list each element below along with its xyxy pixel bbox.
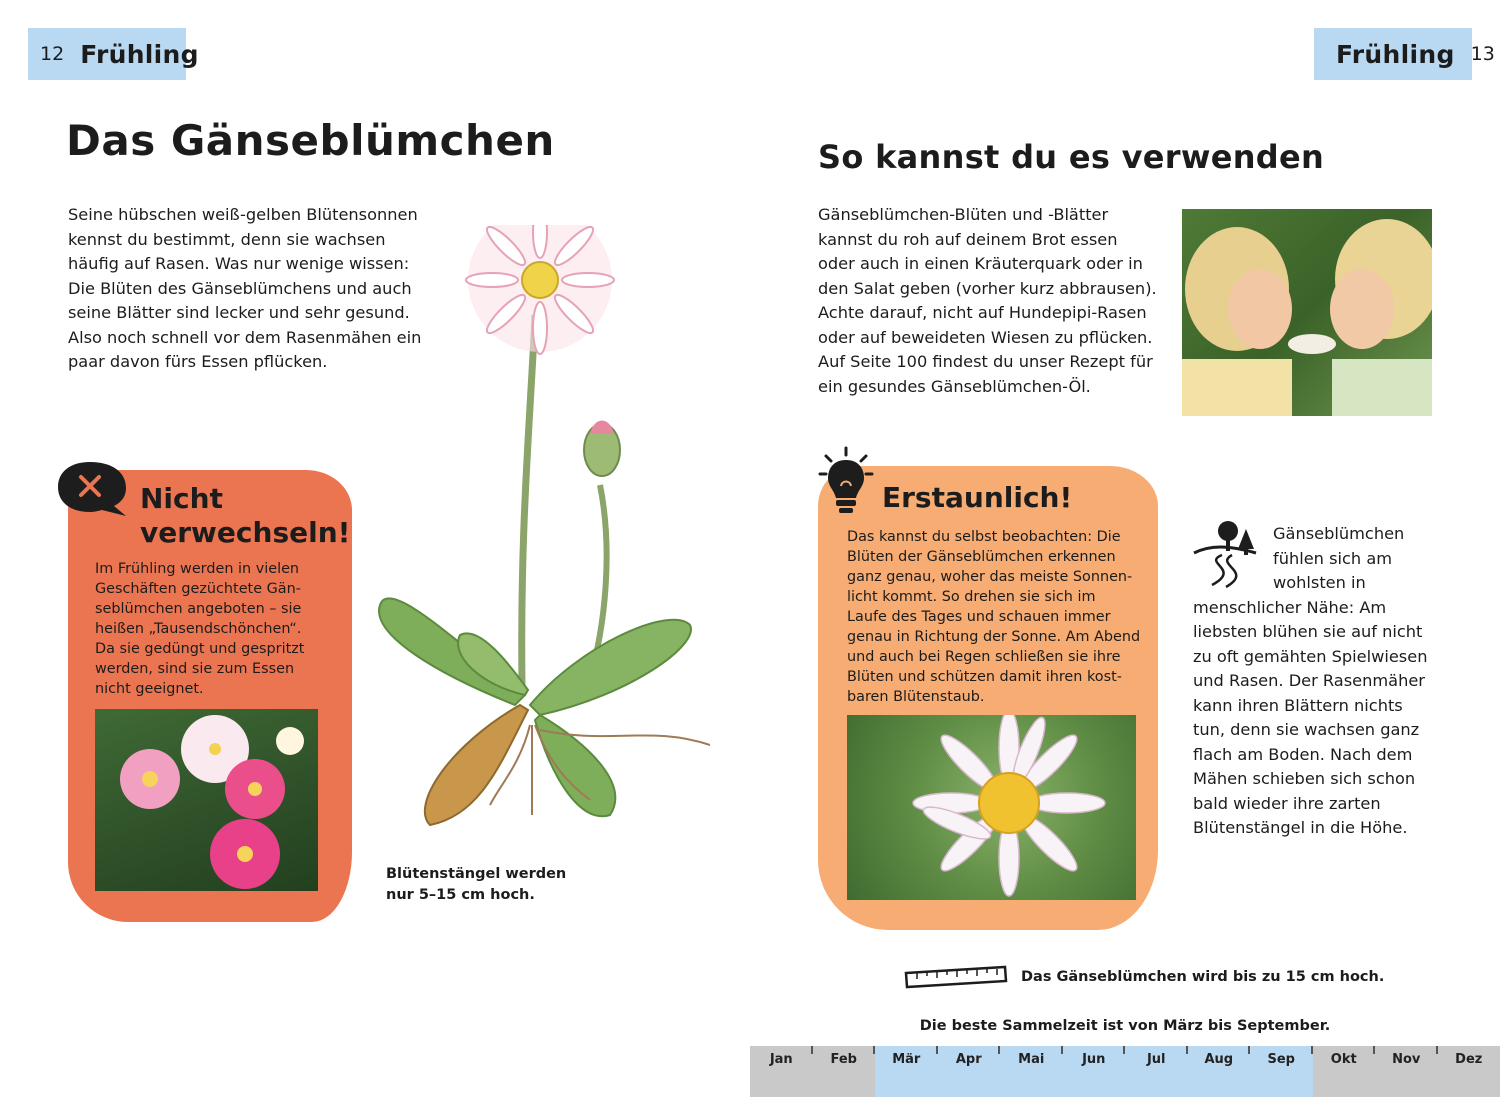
habitat-line: kann ihren Blättern nichts	[1193, 695, 1403, 715]
warning-line: Geschäften gezüchtete Gän-	[95, 581, 301, 597]
lightbulb-icon	[818, 446, 874, 516]
harvest-calendar	[750, 1046, 1500, 1097]
fact-line: Blüten der Gänseblümchen erkennen	[847, 549, 1116, 565]
usage-line: oder auf beweideten Wiesen zu pflücken.	[818, 327, 1153, 347]
fact-line: und auch bei Regen schließen sie ihre	[847, 649, 1121, 665]
habitat-line: und Rasen. Der Rasenmäher	[1193, 671, 1425, 690]
left-page-title: Das Gänseblümchen	[66, 116, 555, 165]
month-cell	[1000, 1046, 1063, 1097]
usage-line: den Salat geben (vorher kurz abbrausen).	[818, 278, 1157, 298]
month-cell	[875, 1046, 938, 1097]
month-cell	[1063, 1046, 1126, 1097]
intro-line: Seine hübschen weiß-gelben Blütensonnen	[68, 205, 418, 224]
fact-line: Laufe des Tages und schauen immer	[847, 609, 1111, 625]
intro-line: seine Blätter sind lecker und sehr gesund.	[68, 303, 410, 322]
season-note: Die beste Sammelzeit ist von März bis September.	[919, 1018, 1331, 1034]
height-note: Das Gänseblümchen wird bis zu 15 cm hoch.	[1021, 969, 1385, 985]
month-label: Okt	[1330, 1052, 1357, 1067]
month-cell	[813, 1046, 876, 1097]
fact-line: licht kommt. So drehen sie sich im	[847, 589, 1096, 605]
month-label: Mär	[892, 1052, 921, 1067]
left-page-number: 12	[40, 43, 65, 65]
right-section-label: Frühling	[1336, 39, 1455, 69]
month-cell	[1375, 1046, 1438, 1097]
usage-line: ein gesundes Gänseblümchen-Öl.	[818, 376, 1091, 396]
month-label: Mai	[1018, 1052, 1045, 1067]
children-eating-photo	[1182, 209, 1432, 416]
fact-text	[847, 527, 1140, 707]
fact-line: Blüten und schützen damit ihren kost-	[847, 669, 1122, 685]
usage-line: oder auch in einen Kräuterquark oder in	[818, 254, 1143, 273]
habitat-line: Blütenstängel in die Höhe.	[1193, 818, 1408, 837]
right-page-title: So kannst du es verwenden	[818, 138, 1325, 176]
fact-line: baren Blütenstaub.	[847, 689, 985, 705]
usage-line: Auf Seite 100 findest du unser Rezept für	[818, 352, 1153, 371]
usage-line: kannst du roh auf deinem Brot essen	[818, 229, 1118, 249]
habitat-line: wohlsten in	[1273, 573, 1366, 592]
warning-heading-line: verwechseln!	[140, 516, 351, 549]
fact-line: genau in Richtung der Sonne. Am Abend	[847, 629, 1141, 645]
habitat-line: tun, denn sie wachsen ganz	[1193, 720, 1420, 739]
usage-paragraph	[818, 203, 1157, 399]
warning-bubble-icon	[56, 460, 132, 518]
fact-line: Das kannst du selbst beobachten: Die	[847, 529, 1121, 545]
daisy-illustration	[350, 225, 730, 835]
right-page-tab	[1314, 28, 1495, 80]
illustration-caption	[386, 864, 566, 906]
habitat-line: zu oft gemähten Spielwiesen	[1193, 646, 1428, 666]
cultivated-daisies-photo	[95, 709, 318, 891]
warning-text	[95, 559, 304, 699]
month-cell	[1313, 1046, 1376, 1097]
month-label: Jul	[1146, 1052, 1166, 1067]
left-page-tab	[28, 28, 199, 80]
warning-line: heißen „Tausendschönchen“.	[95, 621, 302, 637]
habitat-paragraph	[1193, 522, 1427, 841]
ruler-icon	[903, 964, 1009, 990]
month-cell	[1188, 1046, 1251, 1097]
habitat-line: bald wieder ihre zarten	[1193, 793, 1381, 813]
month-label: Jan	[769, 1052, 793, 1067]
usage-line: Achte darauf, nicht auf Hundepipi-Rasen	[818, 303, 1147, 322]
intro-line: paar davon fürs Essen pflücken.	[68, 352, 328, 371]
warning-line: Da sie gedüngt und gespritzt	[95, 641, 305, 657]
intro-line: kennst du bestimmt, denn sie wachsen	[68, 229, 386, 249]
month-label: Apr	[955, 1052, 982, 1067]
month-label: Nov	[1392, 1052, 1421, 1067]
fact-line: ganz genau, woher das meiste Sonnen-	[847, 569, 1133, 585]
habitat-line: Mähen schieben sich schon	[1193, 769, 1416, 788]
warning-line: seblümchen angeboten – sie	[95, 601, 302, 617]
habitat-line: liebsten blühen sie auf nicht	[1193, 622, 1423, 641]
month-cell	[1250, 1046, 1313, 1097]
month-label: Feb	[830, 1052, 857, 1067]
daisy-closeup-photo	[847, 715, 1136, 900]
month-cell	[1438, 1046, 1500, 1097]
warning-heading	[140, 482, 350, 550]
caption-line: Blütenstängel werden	[386, 866, 567, 882]
habitat-line: flach am Boden. Nach dem	[1193, 744, 1413, 764]
month-cell	[1125, 1046, 1188, 1097]
month-cell	[938, 1046, 1001, 1097]
habitat-line: fühlen sich am	[1273, 548, 1393, 568]
month-cell	[750, 1046, 813, 1097]
month-label: Aug	[1204, 1052, 1234, 1067]
month-label: Dez	[1455, 1052, 1483, 1067]
warning-line: nicht geeignet.	[95, 681, 204, 697]
habitat-line: Gänseblümchen	[1273, 524, 1405, 543]
intro-line: häufig auf Rasen. Was nur wenige wissen:	[68, 254, 410, 273]
fact-heading: Erstaunlich!	[882, 481, 1073, 514]
warning-line: Im Frühling werden in vielen	[95, 561, 300, 577]
month-label: Jun	[1082, 1052, 1106, 1067]
usage-line: Gänseblümchen-Blüten und -Blätter	[818, 205, 1109, 224]
habitat-line: menschlicher Nähe: Am	[1193, 597, 1387, 617]
intro-line: Die Blüten des Gänseblümchens und auch	[68, 278, 412, 298]
month-label: Sep	[1267, 1052, 1295, 1067]
left-section-label: Frühling	[80, 39, 199, 69]
right-page-number: 13	[1470, 43, 1495, 65]
warning-line: werden, sind sie zum Essen	[95, 661, 295, 677]
warning-heading-line: Nicht	[140, 482, 223, 515]
caption-line: nur 5–15 cm hoch.	[386, 887, 535, 903]
intro-line: Also noch schnell vor dem Rasenmähen ein	[68, 327, 422, 347]
